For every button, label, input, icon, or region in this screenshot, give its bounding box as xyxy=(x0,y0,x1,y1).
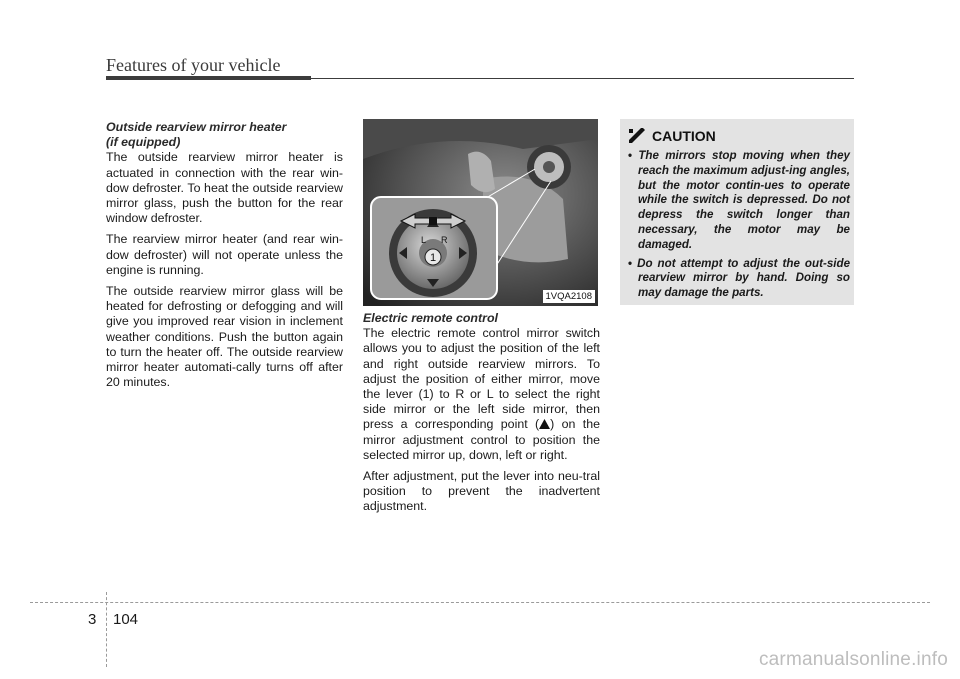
figure-label: 1VQA2108 xyxy=(543,290,595,303)
heater-heading-line1: Outside rearview mirror heater xyxy=(106,120,287,134)
caution-box xyxy=(620,119,854,305)
heater-heading-line2: (if equipped) xyxy=(106,135,181,150)
heater-heading xyxy=(106,120,343,150)
mirror-switch-illustration xyxy=(363,119,598,306)
heater-paragraph-2: The rearview mirror heater (and rear win-dow defroster) will not operate unless the engine is running. xyxy=(106,232,343,277)
remote-heading: Electric remote control xyxy=(363,311,498,325)
running-header: Features of your vehicle xyxy=(106,55,281,75)
remote-paragraph-1 xyxy=(363,326,600,463)
callout-number: 1 xyxy=(430,252,437,264)
footer-rule xyxy=(30,602,930,603)
heater-paragraph-3: The outside rearview mirror glass will be heated for defrosting or defogging and will give you improved rear vision in inclement weather conditions. Push the button again to turn the heater off. The outside rearview mirror heater automati-cally turns off after 20 minutes. xyxy=(106,284,343,390)
heater-paragraph-1: The outside rearview mirror heater is actuated in connection with the rear win-dow defroster. To heat the outside rearview mirror glass, push the button for the rear window defroster. xyxy=(106,150,343,226)
caution-item-2: • Do not attempt to adjust the out-side rearview mirror by hand. Doing so may damage the parts. xyxy=(628,257,850,301)
mirror-switch-figure xyxy=(363,119,598,306)
remote-paragraph-1-a: The electric remote control mirror switch allows you to adjust the position of the left and right outside rearview mirrors. To adjust the position of either mirror, move the lever (1) to R or L to select the right side mirror or the left side mirror, then press a corresponding point ( xyxy=(363,326,600,432)
lever-left-label: L xyxy=(421,235,427,245)
caution-heading xyxy=(628,128,716,144)
chapter-number: 3 xyxy=(88,611,97,628)
caution-pencil-icon xyxy=(628,128,646,144)
header-rule-thick xyxy=(106,76,311,80)
header-rule-thin xyxy=(311,78,854,79)
watermark: carmanualsonline.info xyxy=(758,649,948,670)
heater-section xyxy=(106,120,343,396)
caution-item-1: • The mirrors stop moving when they reach the maximum adjust-ing angles, but the motor contin-ues to operate while the switch is depressed. Do not depress the switch longer than necessary, the motor may be damaged. xyxy=(628,149,850,253)
remote-control-section xyxy=(363,311,600,521)
triangle-icon xyxy=(539,419,550,429)
footer-vertical-rule xyxy=(106,592,107,667)
caution-title: CAUTION xyxy=(652,128,716,144)
remote-paragraph-1-b: ) on the mirror adjustment control to position the selected mirror up, down, left or right. xyxy=(363,417,600,462)
remote-paragraph-2: After adjustment, put the lever into neu-tral position to prevent the inadvertent adjustment. xyxy=(363,469,600,514)
page-number: 104 xyxy=(113,611,139,628)
lever-right-label: R xyxy=(441,235,448,245)
caution-list xyxy=(628,149,850,305)
